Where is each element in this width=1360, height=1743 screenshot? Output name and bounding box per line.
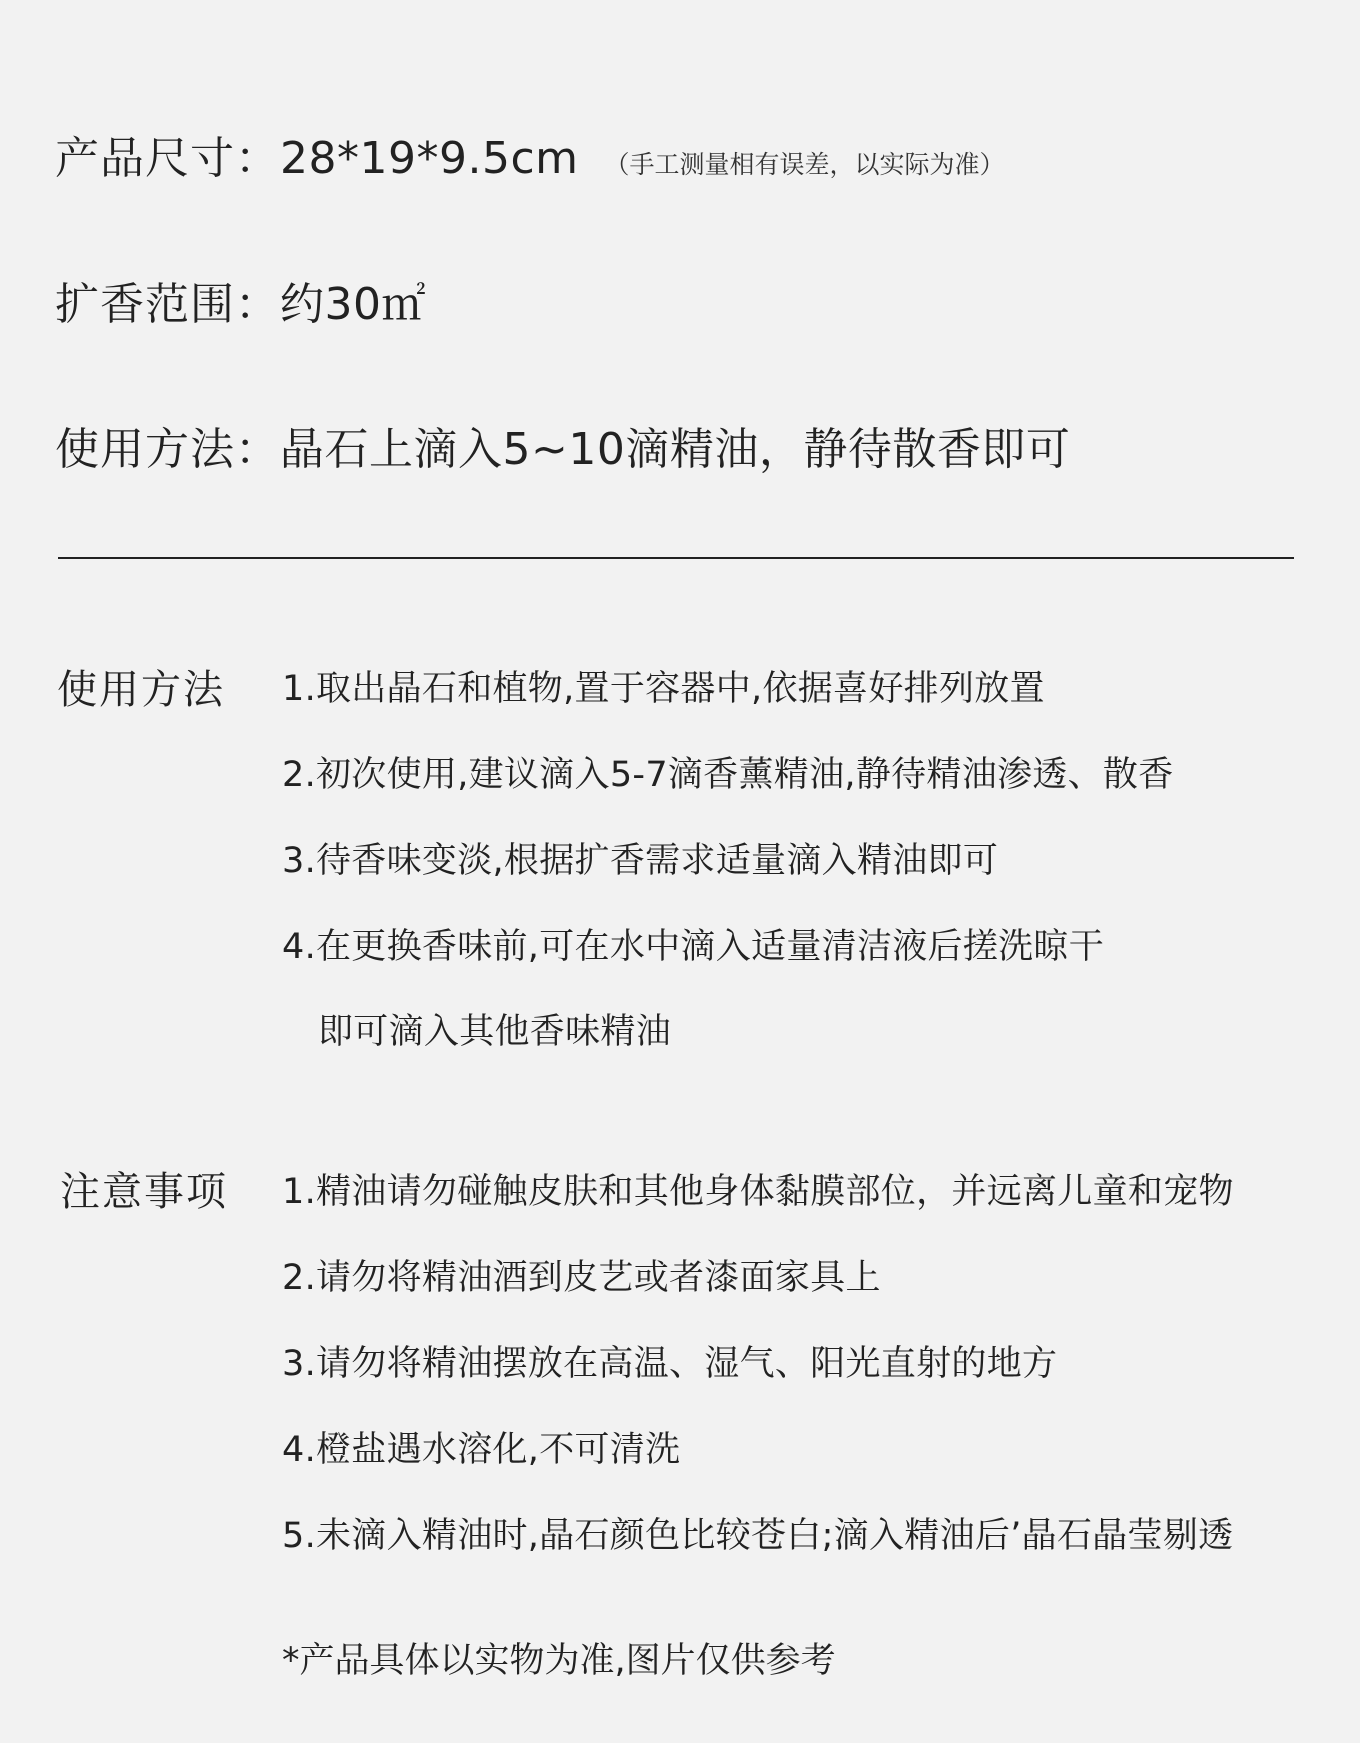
spec-size-label: 产品尺寸： bbox=[55, 133, 280, 184]
spec-size-row bbox=[55, 122, 1005, 182]
usage-section-title: 使用方法 bbox=[57, 667, 225, 713]
note-item: 3.请勿将精油摆放在高温、湿气、阳光直射的地方 bbox=[282, 1344, 1058, 1384]
spec-range-value: 约30㎡ bbox=[280, 279, 426, 330]
section-divider bbox=[58, 557, 1294, 559]
usage-item: 3.待香味变淡,根据扩香需求适量滴入精油即可 bbox=[282, 841, 999, 881]
spec-size-note: （手工测量相有误差，以实际为准） bbox=[604, 150, 1005, 179]
note-item: 1.精油请勿碰触皮肤和其他身体黏膜部位，并远离儿童和宠物 bbox=[282, 1172, 1234, 1212]
spec-usage-row bbox=[55, 413, 1070, 473]
spec-size-value: 28*19*9.5cm bbox=[280, 133, 579, 184]
usage-item-continuation: 即可滴入其他香味精油 bbox=[318, 1012, 672, 1052]
note-item: 4.橙盐遇水溶化,不可清洗 bbox=[282, 1430, 681, 1470]
note-item: 2.请勿将精油酒到皮艺或者漆面家具上 bbox=[282, 1258, 881, 1298]
spec-usage-value: 晶石上滴入5~10滴精油，静待散香即可 bbox=[280, 424, 1071, 475]
spec-range-row bbox=[55, 268, 426, 328]
usage-item: 1.取出晶石和植物,置于容器中,依据喜好排列放置 bbox=[282, 669, 1045, 709]
spec-usage-label: 使用方法： bbox=[55, 424, 280, 475]
usage-item: 4.在更换香味前,可在水中滴入适量清洁液后搓洗晾干 bbox=[282, 927, 1105, 967]
notes-section-title: 注意事项 bbox=[60, 1169, 228, 1215]
spec-range-label: 扩香范围： bbox=[55, 279, 280, 330]
note-item: 5.未滴入精油时,晶石颜色比较苍白;滴入精油后’晶石晶莹剔透 bbox=[282, 1516, 1234, 1556]
usage-item: 2.初次使用,建议滴入5-7滴香薰精油,静待精油渗透、散香 bbox=[282, 755, 1174, 795]
footnote: *产品具体以实物为准,图片仅供参考 bbox=[282, 1641, 836, 1681]
